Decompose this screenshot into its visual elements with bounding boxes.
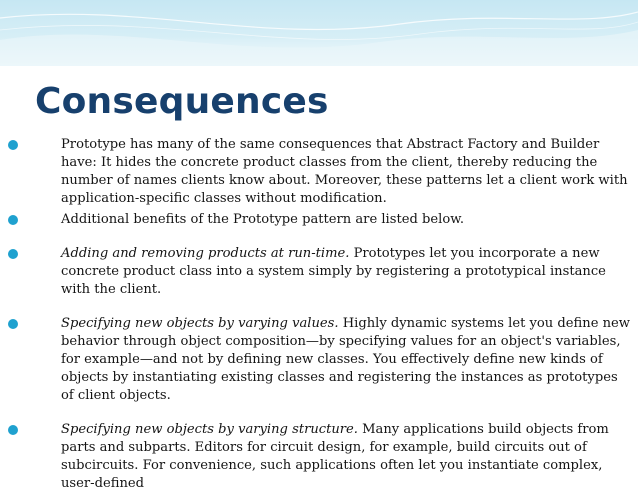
bullet-dot-icon [8,249,18,259]
bullet-text: Additional benefits of the Prototype pattern are listed below. [61,212,465,227]
bullet-item [8,315,630,405]
bullet-text: Prototype has many of the same consequences that Abstract Factory and Builder have: It hides the concrete product classes from the client, thereby reducing the number of names clients know about. Moreover, these patterns let a client work with application-specific classes without modification. [61,137,628,206]
bullet-dot-icon [8,140,18,150]
bullet-text: Many applications build objects from parts and subparts. Editors for circuit design, for example, build circuits out of subcircuits. For convenience, such applications often let you instantiate complex, user-defined [61,422,609,491]
bullet-item [8,136,630,208]
bullet-lead: Adding and removing products at run-time. [61,246,350,261]
bullet-text: Highly dynamic systems let you define new behavior through object composition—by specifying values for an object's variables, for example—and not by defining new classes. You effectively define new kinds of objects by instantiating existing classes and registering the instances as prototypes of client objects. [61,316,630,403]
slide-title: Consequences [35,81,329,122]
bullet-dot-icon [8,319,18,329]
bullet-dot-icon [8,425,18,435]
bullet-item [8,211,630,229]
bullet-dot-icon [8,215,18,225]
wave-decoration [0,0,638,66]
header-decoration [0,0,638,66]
bullet-list [8,136,630,493]
bullet-item [8,421,630,493]
bullet-text: Prototypes let you incorporate a new concrete product class into a system simply by registering a prototypical instance with the client. [61,246,606,297]
bullet-lead: Specifying new objects by varying structure. [61,422,358,437]
bullet-lead: Specifying new objects by varying values. [61,316,339,331]
bullet-item [8,245,630,299]
